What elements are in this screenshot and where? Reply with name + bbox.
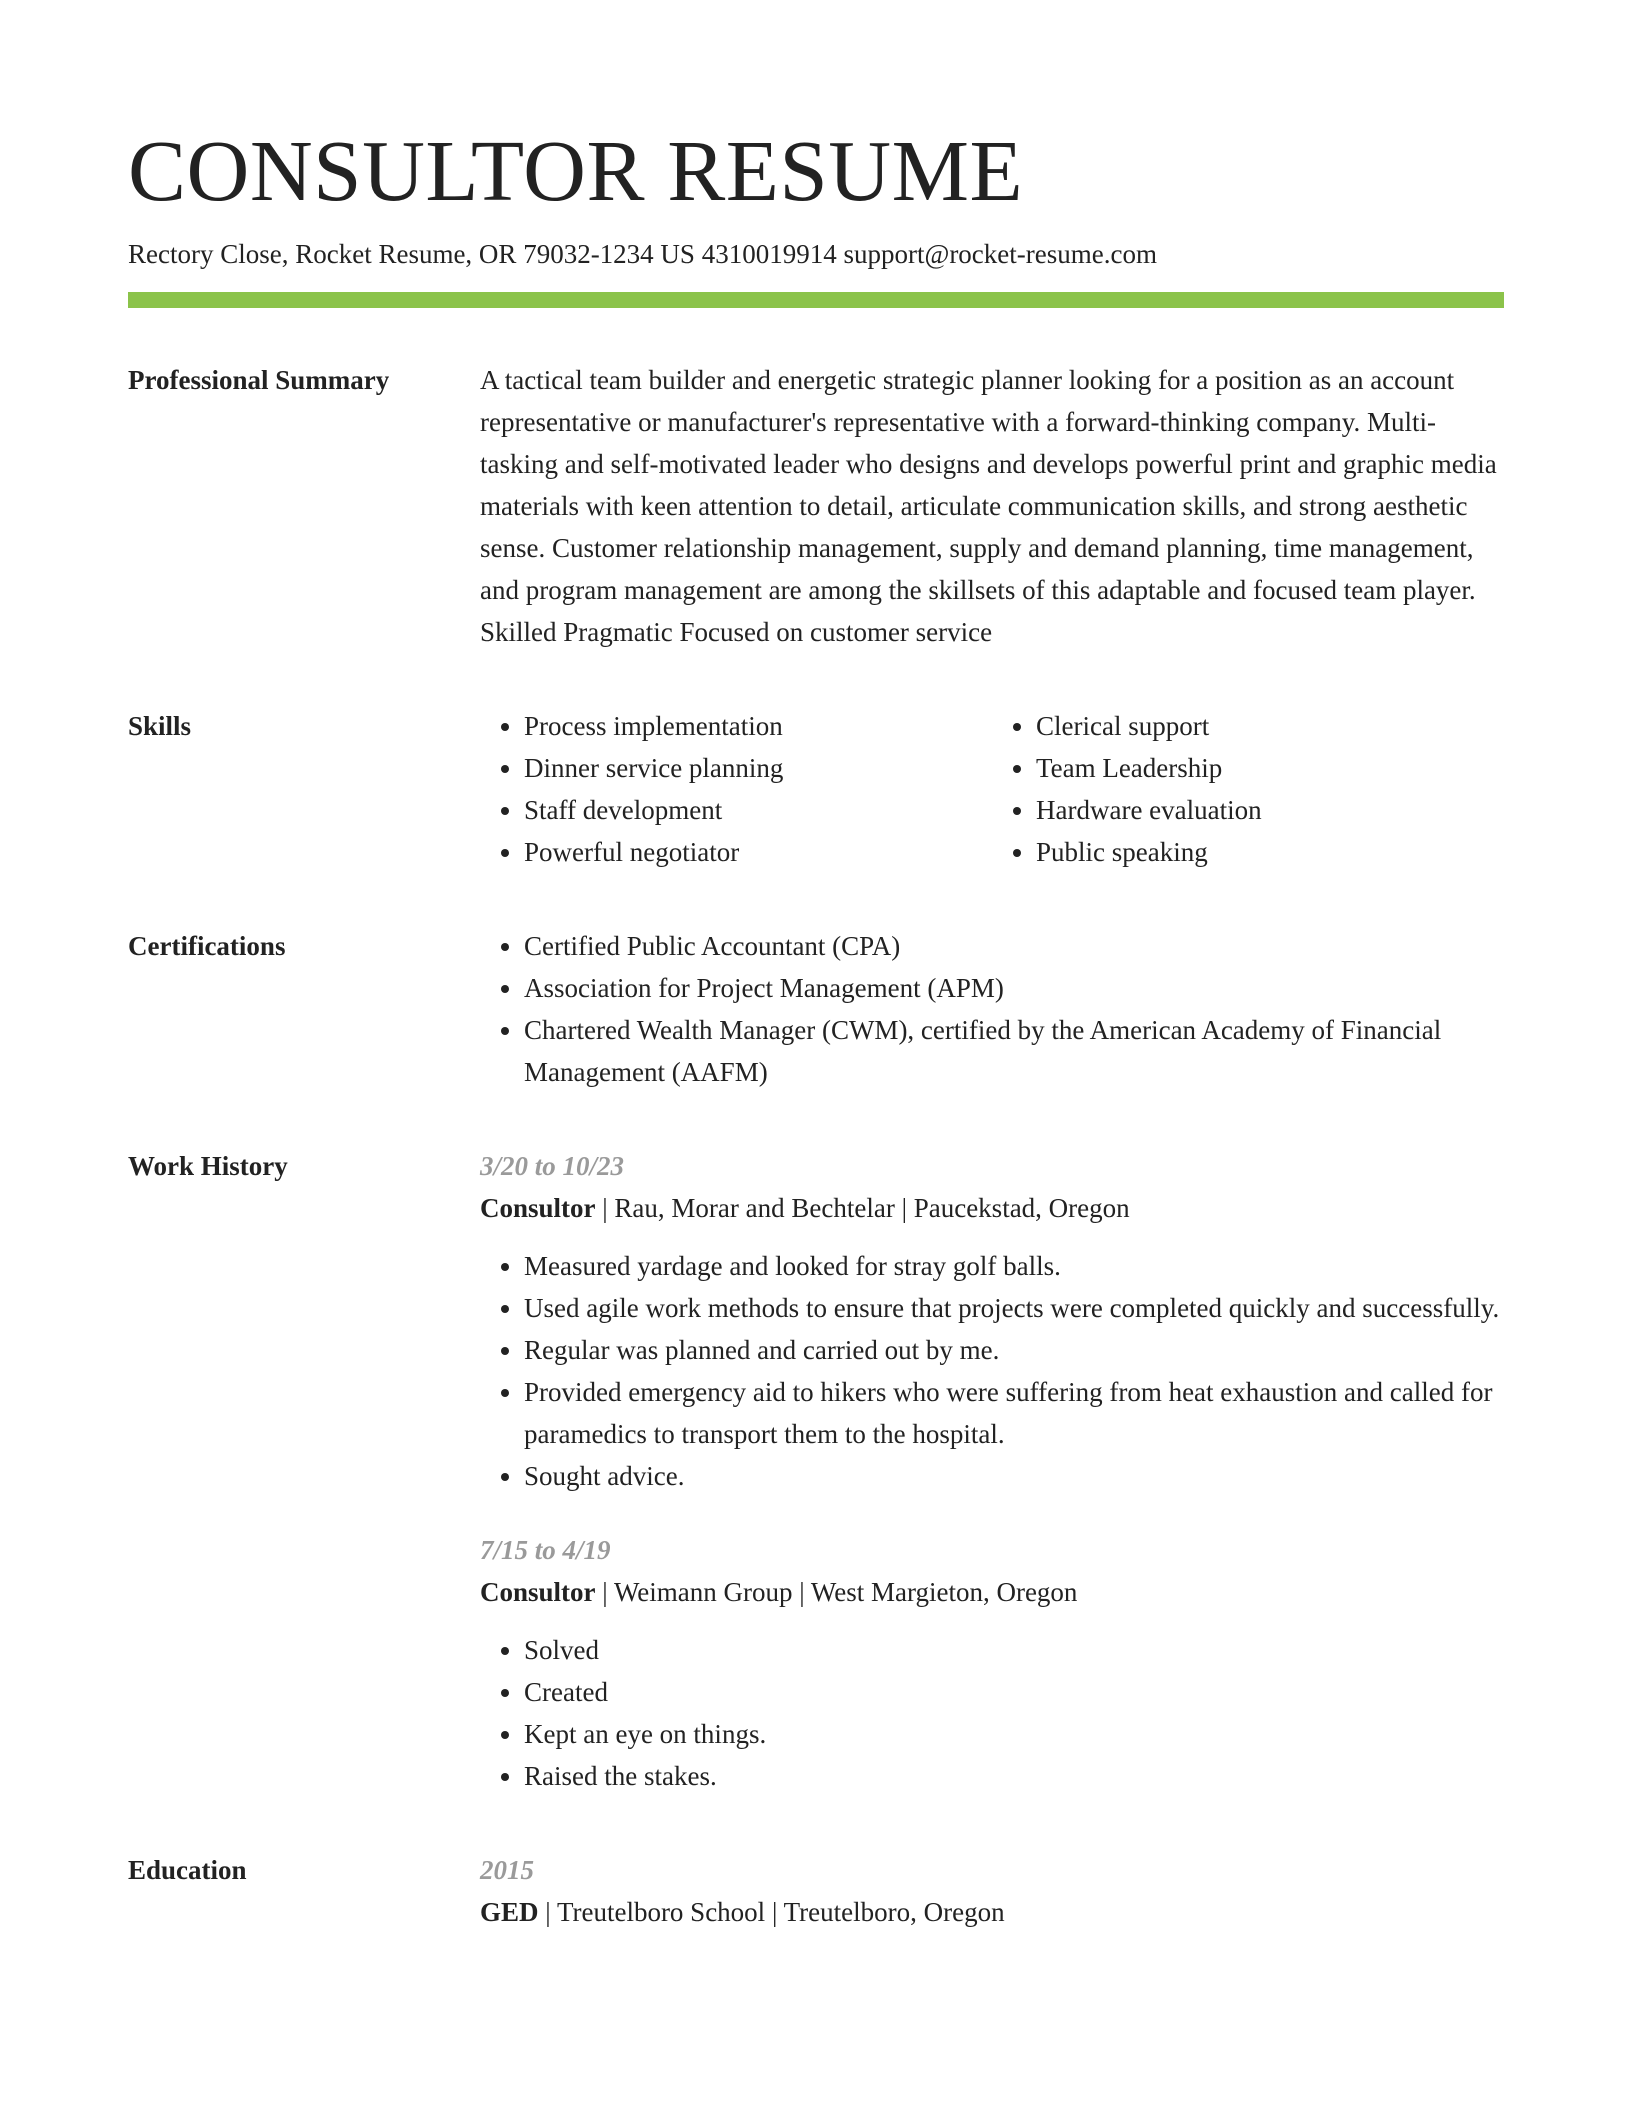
separator: | xyxy=(595,1577,614,1607)
skills-column-1 xyxy=(480,705,992,873)
job-bullet: • Regular was planned and carried out by me. xyxy=(524,1329,1504,1371)
job-bullet: • Used agile work methods to ensure that projects were completed quickly and successfully. xyxy=(524,1287,1504,1329)
contact-phone: 4310019914 xyxy=(701,239,837,269)
contact-address: Rectory Close, Rocket Resume, OR 79032-1234 US xyxy=(128,239,695,269)
job-dates: 7/15 to 4/19 xyxy=(480,1535,611,1565)
skill-item: • Team Leadership xyxy=(1036,747,1504,789)
job-bullet: • Raised the stakes. xyxy=(524,1755,1504,1797)
job-bullet: • Solved xyxy=(524,1629,1504,1671)
job-bullets xyxy=(480,1245,1504,1497)
skill-item: • Staff development xyxy=(524,789,992,831)
education-line xyxy=(480,1891,1504,1933)
job-bullet: • Created xyxy=(524,1671,1504,1713)
header-divider xyxy=(128,292,1504,308)
summary-body xyxy=(480,359,1504,653)
certification-item: • Certified Public Accountant (CPA) xyxy=(524,925,1504,967)
section-label-work-history: Work History xyxy=(128,1151,288,1181)
separator: | xyxy=(765,1897,784,1927)
skill-item: • Clerical support xyxy=(1036,705,1504,747)
contact-line xyxy=(128,236,1504,272)
education-body xyxy=(480,1849,1504,1933)
education-degree: GED xyxy=(480,1897,539,1927)
section-label-summary: Professional Summary xyxy=(128,365,390,395)
certification-item: • Chartered Wealth Manager (CWM), certified by the American Academy of Financial Management (AAFM) xyxy=(524,1009,1504,1093)
education-year: 2015 xyxy=(480,1855,534,1885)
skill-item: • Dinner service planning xyxy=(524,747,992,789)
job-bullets xyxy=(480,1629,1504,1797)
separator: | xyxy=(792,1577,811,1607)
work-history-body xyxy=(480,1145,1504,1797)
job-role-line xyxy=(480,1571,1504,1613)
job-title: Consultor xyxy=(480,1193,596,1223)
certifications-body xyxy=(480,925,1504,1093)
certifications-list xyxy=(480,925,1504,1093)
education-location: Treutelboro, Oregon xyxy=(783,1897,1005,1927)
job-bullet: • Kept an eye on things. xyxy=(524,1713,1504,1755)
certifications-section xyxy=(128,925,1504,1093)
section-label-education: Education xyxy=(128,1855,247,1885)
job-entry xyxy=(480,1145,1504,1497)
skills-column-2 xyxy=(992,705,1504,873)
separator: | xyxy=(538,1897,557,1927)
work-history-section xyxy=(128,1145,1504,1797)
resume-title: CONSULTOR RESUME xyxy=(128,122,1024,219)
job-location: Paucekstad, Oregon xyxy=(913,1193,1130,1223)
certification-item: • Association for Project Management (APM) xyxy=(524,967,1504,1009)
job-bullet: • Provided emergency aid to hikers who were suffering from heat exhaustion and called for paramedics to transport them to the hospital. xyxy=(524,1371,1504,1455)
skill-item: • Public speaking xyxy=(1036,831,1504,873)
summary-section xyxy=(128,359,1504,653)
skill-item: • Process implementation xyxy=(524,705,992,747)
skills-body xyxy=(480,705,1504,873)
job-company: Rau, Morar and Bechtelar xyxy=(614,1193,895,1223)
job-title: Consultor xyxy=(480,1577,596,1607)
education-section xyxy=(128,1849,1504,1933)
job-bullet: • Sought advice. xyxy=(524,1455,1504,1497)
separator: | xyxy=(894,1193,914,1223)
job-entry xyxy=(480,1529,1504,1797)
job-company: Weimann Group xyxy=(613,1577,793,1607)
job-role-line xyxy=(480,1187,1504,1229)
skills-grid xyxy=(480,705,1504,873)
job-location: West Margieton, Oregon xyxy=(810,1577,1078,1607)
section-label-certifications: Certifications xyxy=(128,931,286,961)
job-dates: 3/20 to 10/23 xyxy=(480,1151,625,1181)
skill-item: • Hardware evaluation xyxy=(1036,789,1504,831)
skill-item: • Powerful negotiator xyxy=(524,831,992,873)
section-label-skills: Skills xyxy=(128,711,192,741)
education-school: Treutelboro School xyxy=(556,1897,766,1927)
summary-text: A tactical team builder and energetic strategic planner looking for a position as an account representative or manufacturer's representative with a forward-thinking company. Multi-tasking and self-motivated leader who designs and develops powerful print and graphic media materials with keen attention to detail, articulate communication skills, and strong aesthetic sense. Customer relationship management, supply and demand planning, time management, and program management are among the skillsets of this adaptable and focused team player. Skilled Pragmatic Focused on customer service xyxy=(480,365,1497,647)
job-bullet: • Measured yardage and looked for stray golf balls. xyxy=(524,1245,1504,1287)
contact-email: support@rocket-resume.com xyxy=(843,239,1157,269)
separator: | xyxy=(595,1193,615,1223)
skills-section xyxy=(128,705,1504,873)
